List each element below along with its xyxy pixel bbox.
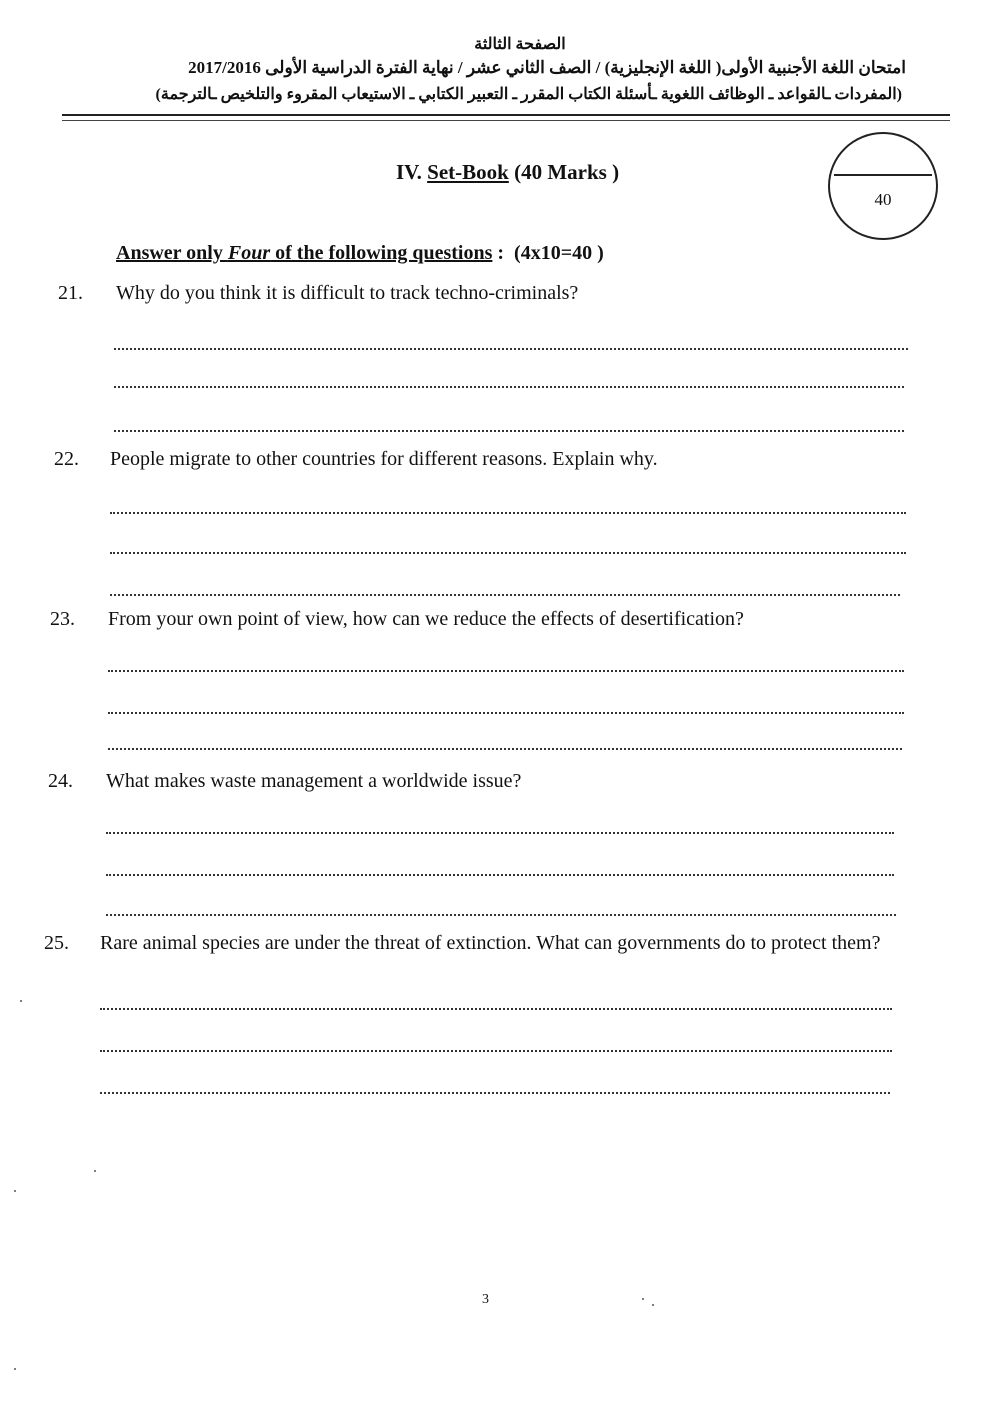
- answer-line[interactable]: [100, 1050, 892, 1052]
- answer-line[interactable]: [110, 552, 906, 554]
- answer-line[interactable]: [106, 874, 894, 876]
- section-name: Set-Book: [427, 160, 509, 184]
- page-label: الصفحة الثالثة: [474, 36, 566, 53]
- answer-line[interactable]: [106, 914, 896, 916]
- question-number: 24.: [48, 770, 73, 792]
- question-number: 25.: [44, 932, 69, 954]
- score-circle: [828, 132, 938, 240]
- answer-line[interactable]: [108, 670, 904, 672]
- answer-line[interactable]: [108, 748, 902, 750]
- question-number: 23.: [50, 608, 75, 630]
- section-title: [396, 160, 619, 185]
- instructions-emphasis: Four: [227, 242, 271, 264]
- instructions-underlined: [116, 242, 492, 264]
- answer-line[interactable]: [108, 712, 904, 714]
- answer-line[interactable]: [114, 430, 904, 432]
- header-rule: [62, 114, 950, 116]
- question-text: People migrate to other countries for different reasons. Explain why.: [110, 448, 658, 470]
- scan-speck: [14, 1368, 16, 1370]
- question-number: 22.: [54, 448, 79, 470]
- answer-line[interactable]: [106, 832, 894, 834]
- answer-line[interactable]: [110, 512, 906, 514]
- exam-topics: (المفردات ـالقواعد ـ الوظائف اللغوية ـأسئلة الكتاب المقرر ـ التعبير الكتابي ـ الاستيعاب المقروء والتلخيص ـالترجمة): [155, 86, 902, 103]
- exam-title: امتحان اللغة الأجنبية الأولى( اللغة الإنجليزية) / الصف الثاني عشر / نهاية الفترة الدراسية الأولى 2017/2016: [188, 58, 906, 77]
- question-number: 21.: [58, 282, 83, 304]
- instructions-prefix: Answer only: [116, 242, 228, 264]
- scan-speck: [652, 1304, 654, 1306]
- answer-line[interactable]: [100, 1008, 892, 1010]
- instructions-colon: :: [492, 242, 505, 264]
- question-text: From your own point of view, how can we reduce the effects of desertification?: [108, 608, 744, 630]
- scan-speck: [642, 1298, 644, 1300]
- instructions: [116, 242, 604, 265]
- question-text: Why do you think it is difficult to track techno-criminals?: [116, 282, 579, 304]
- score-total: 40: [874, 190, 892, 209]
- answer-line[interactable]: [110, 594, 900, 596]
- question-text: What makes waste management a worldwide issue?: [106, 770, 522, 792]
- scan-speck: [14, 1190, 16, 1192]
- section-marks: (40 Marks ): [514, 160, 620, 184]
- answer-line[interactable]: [100, 1092, 890, 1094]
- header-rule-thin: [62, 120, 950, 121]
- scan-speck: [94, 1170, 96, 1172]
- instructions-formula: (4x10=40 ): [514, 242, 604, 264]
- answer-line[interactable]: [114, 348, 908, 350]
- score-divider: [834, 174, 932, 176]
- question-text: Rare animal species are under the threat of extinction. What can governments do to protect them?: [100, 932, 881, 954]
- answer-line[interactable]: [114, 386, 904, 388]
- instructions-suffix: of the following questions: [270, 242, 493, 264]
- scan-speck: [20, 1000, 22, 1002]
- section-number: IV.: [396, 160, 422, 184]
- page-number: 3: [482, 1292, 489, 1307]
